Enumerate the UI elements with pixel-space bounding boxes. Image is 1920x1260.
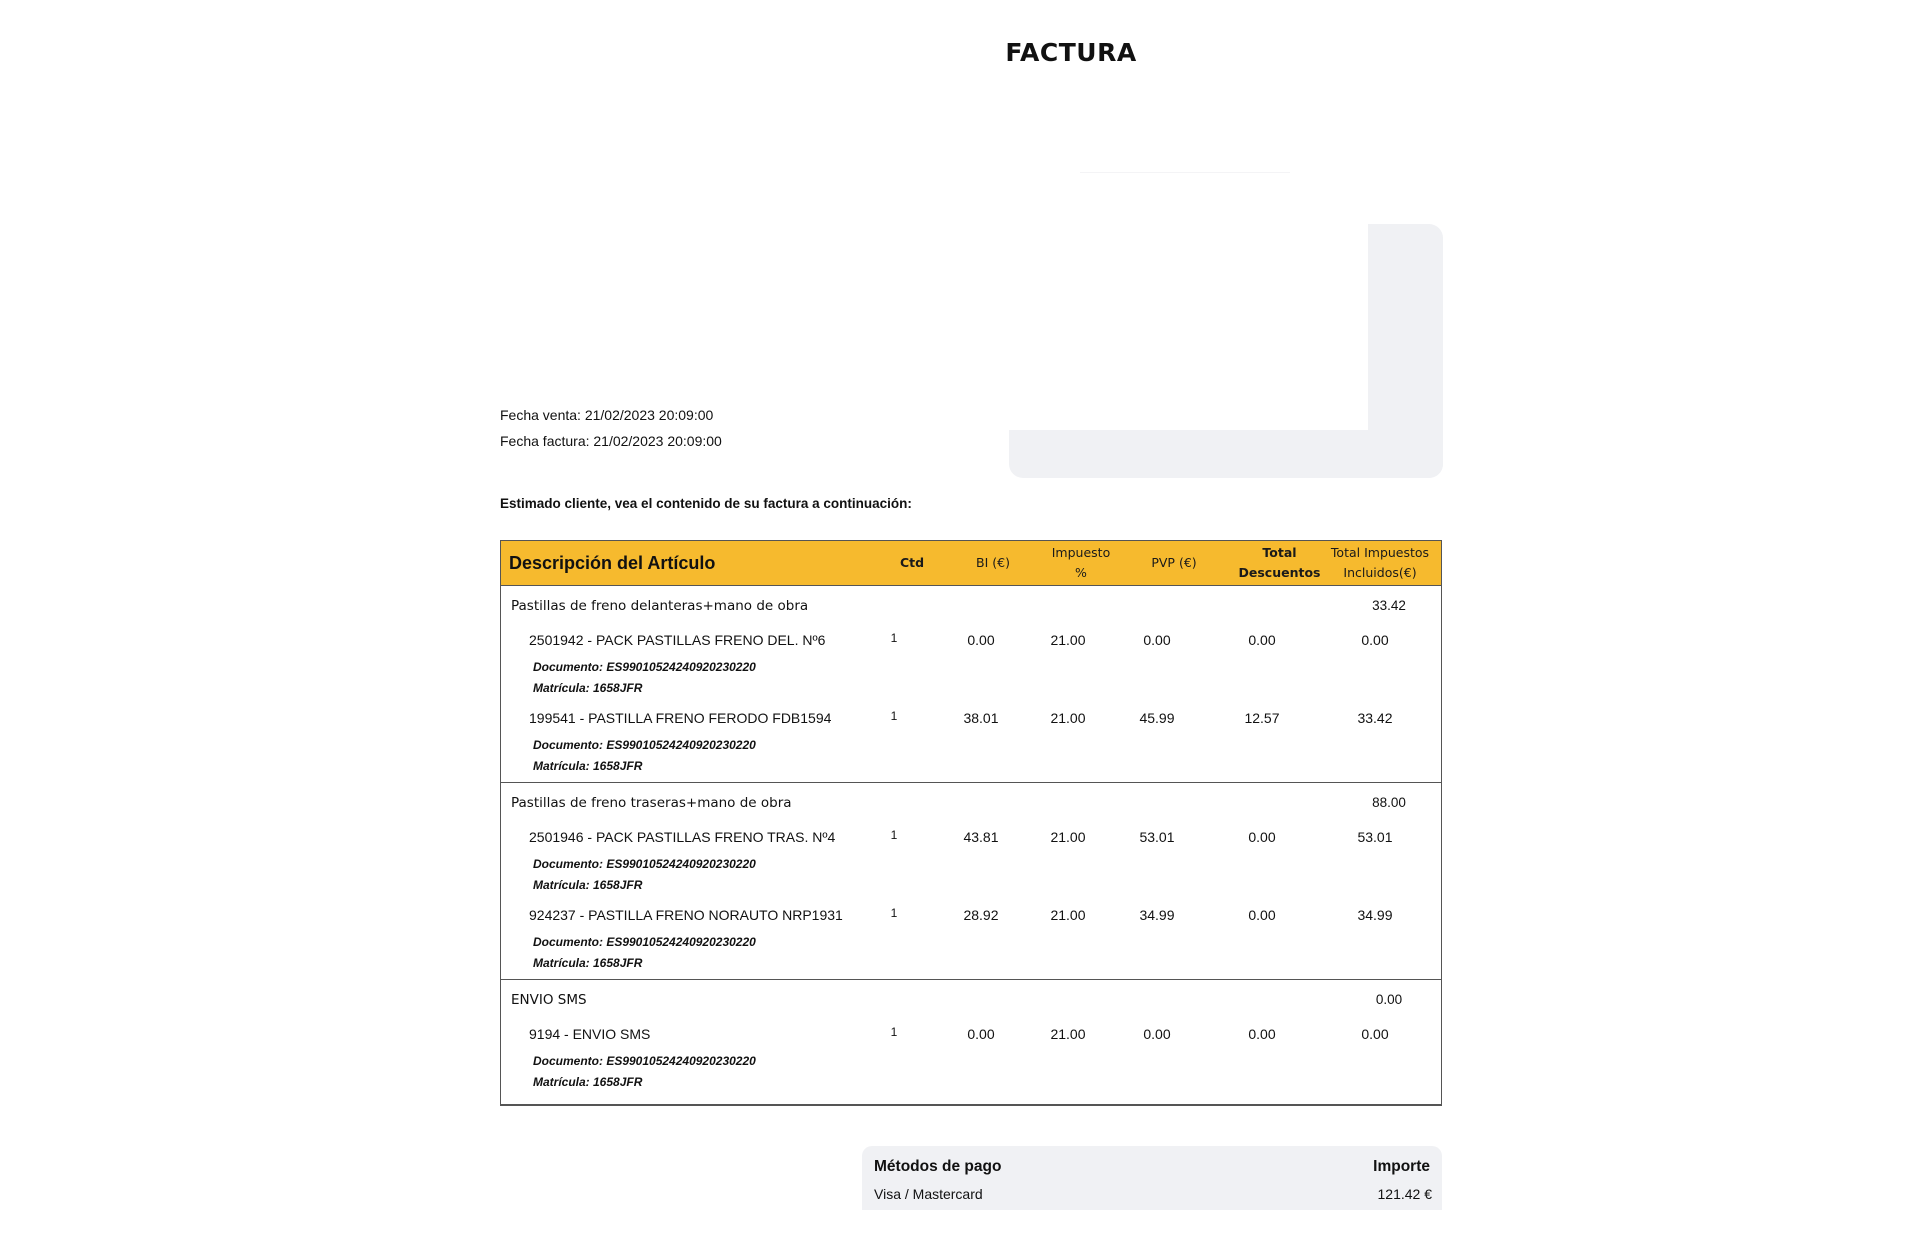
item-matricula: Matrícula: 1658JFR <box>533 878 643 892</box>
item-group <box>501 586 1441 783</box>
group-name: Pastillas de freno delanteras+mano de obra <box>511 598 809 614</box>
sale-date: Fecha venta: 21/02/2023 20:09:00 <box>500 407 714 423</box>
table-row <box>501 901 1441 979</box>
invoice-dates <box>500 402 722 454</box>
group-total: 88.00 <box>1372 795 1406 810</box>
header-bi: BI (€) <box>976 555 1010 570</box>
page-title: FACTURA <box>1005 38 1137 67</box>
item-pvp: 53.01 <box>1139 829 1175 845</box>
item-total: 53.01 <box>1357 829 1393 845</box>
item-qty: 1 <box>890 631 898 645</box>
item-discount: 12.57 <box>1244 710 1280 726</box>
item-discount: 0.00 <box>1248 1026 1276 1042</box>
item-matricula: Matrícula: 1658JFR <box>533 681 643 695</box>
item-discount: 0.00 <box>1248 632 1276 648</box>
item-tax: 21.00 <box>1050 710 1086 726</box>
item-description: 924237 - PASTILLA FRENO NORAUTO NRP1931 <box>529 907 843 923</box>
item-bi: 28.92 <box>963 907 999 923</box>
item-bi: 43.81 <box>963 829 999 845</box>
item-documento: Documento: ES99010524240920230220 <box>533 1054 756 1068</box>
item-tax: 21.00 <box>1050 907 1086 923</box>
item-total: 33.42 <box>1357 710 1393 726</box>
group-name: Pastillas de freno traseras+mano de obra <box>511 795 792 811</box>
header-pvp: PVP (€) <box>1151 555 1197 570</box>
item-tax: 21.00 <box>1050 632 1086 648</box>
header-tax <box>1031 541 1131 585</box>
item-qty: 1 <box>890 828 898 842</box>
group-header <box>501 586 1441 626</box>
faint-divider <box>1080 172 1290 173</box>
item-total: 34.99 <box>1357 907 1393 923</box>
item-tax: 21.00 <box>1050 829 1086 845</box>
table-row <box>501 823 1441 901</box>
item-total: 0.00 <box>1361 1026 1389 1042</box>
item-tax: 21.00 <box>1050 1026 1086 1042</box>
payment-methods-panel <box>862 1146 1442 1210</box>
item-total: 0.00 <box>1361 632 1389 648</box>
item-documento: Documento: ES99010524240920230220 <box>533 935 756 949</box>
invoice-date: Fecha factura: 21/02/2023 20:09:00 <box>500 433 722 449</box>
header-discounts <box>1222 541 1337 585</box>
item-discount: 0.00 <box>1248 907 1276 923</box>
item-matricula: Matrícula: 1658JFR <box>533 956 643 970</box>
item-pvp: 34.99 <box>1139 907 1175 923</box>
item-pvp: 0.00 <box>1143 632 1171 648</box>
header-total-line1: Total Impuestos <box>1330 545 1430 560</box>
group-header <box>501 783 1441 823</box>
header-total <box>1321 541 1439 585</box>
greeting-text: Estimado cliente, vea el contenido de su factura a continuación: <box>500 496 912 511</box>
invoice-table <box>500 540 1442 1106</box>
header-total-line2: Incluidos(€) <box>1343 565 1417 580</box>
table-row <box>501 1020 1441 1104</box>
table-header <box>501 541 1441 586</box>
item-bi: 0.00 <box>967 632 995 648</box>
item-bi: 38.01 <box>963 710 999 726</box>
item-qty: 1 <box>890 906 898 920</box>
item-qty: 1 <box>890 709 898 723</box>
item-matricula: Matrícula: 1658JFR <box>533 1075 643 1089</box>
table-row <box>501 704 1441 782</box>
address-box-bottom-panel <box>1009 430 1443 478</box>
item-qty: 1 <box>890 1025 898 1039</box>
item-description: 9194 - ENVIO SMS <box>529 1026 651 1042</box>
payment-amount: 121.42 € <box>1377 1186 1432 1202</box>
item-documento: Documento: ES99010524240920230220 <box>533 857 756 871</box>
payment-method: Visa / Mastercard <box>874 1186 983 1202</box>
table-row <box>501 626 1441 704</box>
group-header <box>501 980 1441 1020</box>
header-description: Descripción del Artículo <box>509 553 716 573</box>
address-box <box>1009 224 1443 478</box>
header-tax-line2: % <box>1075 565 1087 580</box>
item-description: 2501942 - PACK PASTILLAS FRENO DEL. Nº6 <box>529 632 826 648</box>
item-description: 199541 - PASTILLA FRENO FERODO FDB1594 <box>529 710 832 726</box>
item-matricula: Matrícula: 1658JFR <box>533 759 643 773</box>
item-bi: 0.00 <box>967 1026 995 1042</box>
item-discount: 0.00 <box>1248 829 1276 845</box>
header-discounts-line2: Descuentos <box>1238 565 1321 580</box>
item-documento: Documento: ES99010524240920230220 <box>533 660 756 674</box>
payment-amount-header: Importe <box>1373 1158 1430 1175</box>
item-description: 2501946 - PACK PASTILLAS FRENO TRAS. Nº4 <box>529 829 836 845</box>
group-total: 0.00 <box>1375 992 1403 1007</box>
header-discounts-line1: Total <box>1262 545 1297 560</box>
header-qty: Ctd <box>899 555 925 570</box>
item-documento: Documento: ES99010524240920230220 <box>533 738 756 752</box>
payment-methods-header: Métodos de pago <box>874 1158 1002 1175</box>
group-name: ENVIO SMS <box>511 992 587 1008</box>
header-tax-line1: Impuesto <box>1051 545 1111 560</box>
item-group <box>501 980 1441 1104</box>
item-group <box>501 783 1441 980</box>
item-pvp: 0.00 <box>1143 1026 1171 1042</box>
item-pvp: 45.99 <box>1139 710 1175 726</box>
group-total: 33.42 <box>1372 598 1406 613</box>
